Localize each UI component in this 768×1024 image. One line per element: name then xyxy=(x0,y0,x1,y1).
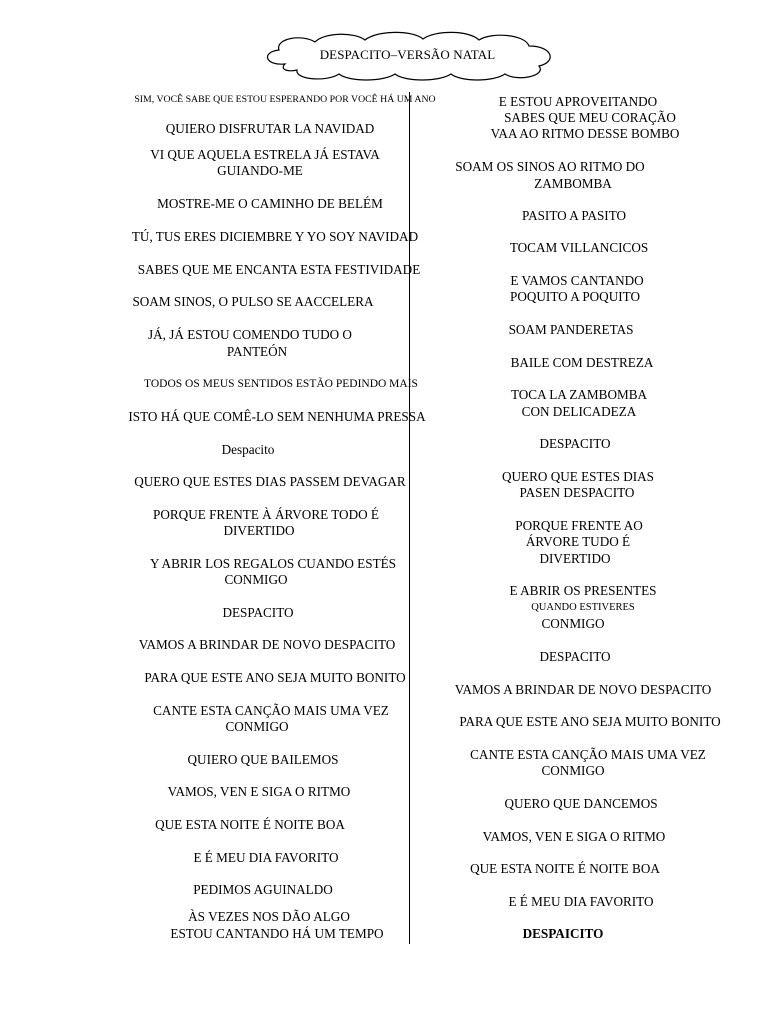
lyric-line: ÁRVORE TUDO É xyxy=(525,534,631,549)
lyric-line: E É MEU DIA FAVORITO xyxy=(193,850,339,865)
lyric-line: DESPACITO xyxy=(539,436,611,451)
lyric-line: CONMIGO xyxy=(224,572,288,587)
lyric-line: QUERO QUE DANCEMOS xyxy=(504,796,658,811)
lyric-line: PASITO A PASITO xyxy=(521,208,627,223)
lyric-line: VAA AO RITMO DESSE BOMBO xyxy=(490,126,680,141)
lyric-line: DIVERTIDO xyxy=(223,523,295,538)
lyric-line: PARA QUE ESTE ANO SEJA MUITO BONITO xyxy=(459,714,721,729)
lyric-line: VAMOS, VEN E SIGA O RITMO xyxy=(167,784,351,799)
lyric-line: ISTO HÁ QUE COMÊ-LO SEM NENHUMA PRESSA xyxy=(128,409,426,424)
lyric-line: QUIERO DISFRUTAR LA NAVIDAD xyxy=(165,121,375,136)
lyric-line: Y ABRIR LOS REGALOS CUANDO ESTÉS xyxy=(149,556,397,571)
lyric-line: QUANDO ESTIVERES xyxy=(531,602,635,613)
page-title: DESPACITO–VERSÃO NATAL xyxy=(319,47,496,62)
lyric-line: SABES QUE MEU CORAÇÃO xyxy=(504,110,676,125)
lyric-line: PORQUE FRENTE AO xyxy=(515,518,643,533)
lyric-line: CANTE ESTA CANÇÃO MAIS UMA VEZ xyxy=(153,703,389,718)
lyric-line: QUERO QUE ESTES DIAS PASSEM DEVAGAR xyxy=(134,474,406,489)
lyric-line: VAMOS, VEN E SIGA O RITMO xyxy=(482,829,666,844)
title-cloud xyxy=(255,30,560,82)
lyric-line: QUE ESTA NOITE É NOITE BOA xyxy=(155,817,345,832)
lyric-line: VAMOS A BRINDAR DE NOVO DESPACITO xyxy=(454,682,712,697)
lyric-line: SIM, VOCÊ SABE QUE ESTOU ESPERANDO POR VOCÊ HÁ UM ANO xyxy=(134,94,436,105)
lyric-line: PORQUE FRENTE À ÁRVORE TODO É xyxy=(153,507,379,522)
lyric-line: DESPAICITO xyxy=(522,926,604,941)
lyric-line: CON DELICADEZA xyxy=(521,404,637,419)
lyric-line: QUIERO QUE BAILEMOS xyxy=(187,752,339,767)
lyric-line: E É MEU DIA FAVORITO xyxy=(508,894,654,909)
lyric-line: SABES QUE ME ENCANTA ESTA FESTIVIDADE xyxy=(137,262,421,277)
lyric-line: PANTEÓN xyxy=(226,344,288,359)
lyric-line: VI QUE AQUELA ESTRELA JÁ ESTAVA xyxy=(150,147,380,162)
lyric-line: SOAM PANDERETAS xyxy=(508,322,634,337)
lyric-line: DIVERTIDO xyxy=(539,551,611,566)
lyric-line: JÁ, JÁ ESTOU COMENDO TUDO O xyxy=(148,327,352,342)
lyric-line: TOCAM VILLANCICOS xyxy=(509,240,649,255)
lyric-line: SOAM OS SINOS AO RITMO DO xyxy=(455,159,645,174)
lyric-line: E VAMOS CANTANDO xyxy=(510,273,644,288)
lyric-line: CONMIGO xyxy=(541,616,605,631)
lyric-line: DESPACITO xyxy=(222,605,294,620)
lyric-line: ZAMBOMBA xyxy=(534,176,612,191)
lyric-line: CONMIGO xyxy=(225,719,289,734)
lyric-line: POQUITO A POQUITO xyxy=(510,289,640,304)
lyric-line: QUERO QUE ESTES DIAS xyxy=(501,469,655,484)
lyric-line: E ESTOU APROVEITANDO xyxy=(498,94,658,109)
lyric-line: QUE ESTA NOITE É NOITE BOA xyxy=(470,861,660,876)
lyric-line: SOAM SINOS, O PULSO SE AACCELERA xyxy=(132,294,374,309)
lyric-line: PEDIMOS AGUINALDO xyxy=(193,882,333,897)
lyric-line: ESTOU CANTANDO HÁ UM TEMPO xyxy=(170,926,384,941)
lyric-line: PARA QUE ESTE ANO SEJA MUITO BONITO xyxy=(144,670,406,685)
lyric-line: TODOS OS MEUS SENTIDOS ESTÃO PEDINDO MAIS xyxy=(144,378,418,390)
lyric-line: MOSTRE-ME O CAMINHO DE BELÉM xyxy=(157,196,383,211)
lyric-line: GUIANDO-ME xyxy=(217,163,303,178)
lyric-line: TOCA LA ZAMBOMBA xyxy=(510,387,648,402)
lyric-line: VAMOS A BRINDAR DE NOVO DESPACITO xyxy=(138,637,396,652)
lyric-line: CANTE ESTA CANÇÃO MAIS UMA VEZ xyxy=(470,747,706,762)
lyric-line: PASEN DESPACITO xyxy=(519,485,635,500)
lyric-line: CONMIGO xyxy=(541,763,605,778)
lyric-line: BAILE COM DESTREZA xyxy=(510,355,654,370)
lyric-line: E ABRIR OS PRESENTES xyxy=(509,583,657,598)
lyric-line: Despacito xyxy=(221,442,275,457)
lyric-line: TÚ, TUS ERES DICIEMBRE Y YO SOY NAVIDAD xyxy=(131,229,419,244)
lyric-line: ÀS VEZES NOS DÃO ALGO xyxy=(188,909,350,924)
lyric-line: DESPACITO xyxy=(539,649,611,664)
